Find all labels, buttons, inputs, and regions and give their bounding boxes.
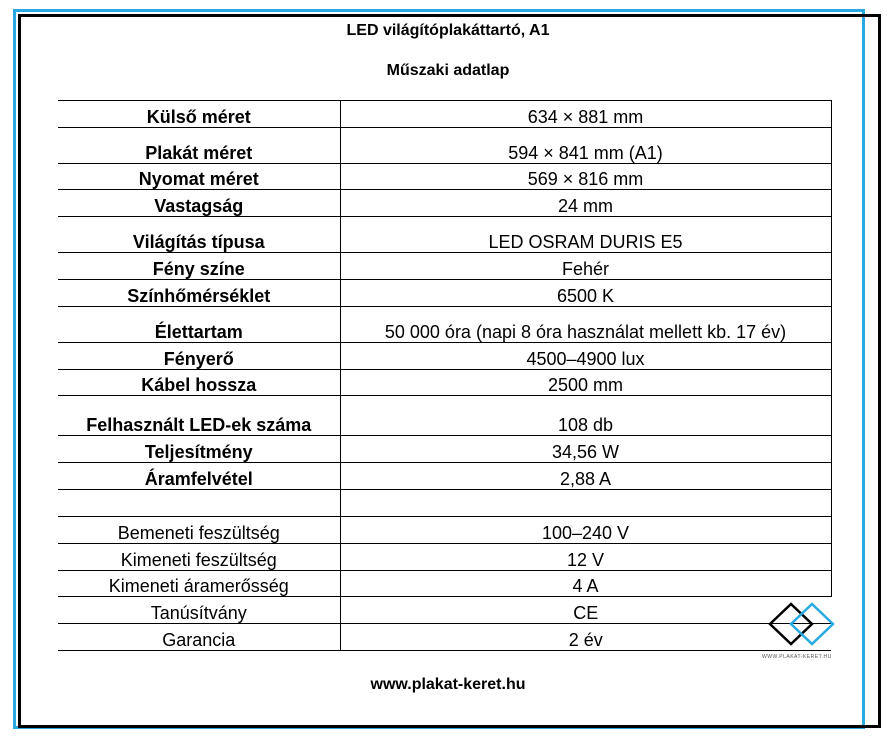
row-label: Teljesítmény [58,436,340,463]
table-row [58,280,831,307]
row-label: Kimeneti feszültség [58,544,340,571]
row-label: Plakát méret [58,128,340,164]
table-row [58,396,831,436]
row-label [58,490,340,517]
row-label: Áramfelvétel [58,463,340,490]
row-label: Élettartam [58,307,340,343]
document-subtitle: Műszaki adatlap [386,62,510,79]
plakat-keret-logo [764,598,844,662]
table-row [58,128,831,164]
row-value: 100–240 V [340,517,831,544]
row-label: Felhasznált LED-ek száma [58,396,340,436]
row-value: Fehér [340,253,831,280]
row-label: Kimeneti áramerősség [58,571,340,597]
table-row [58,436,831,463]
row-value: 2 év [340,624,831,651]
row-value: 12 V [340,544,831,571]
row-label: Külső méret [58,101,340,128]
table-row [58,190,831,217]
row-value: 2,88 A [340,463,831,490]
table-row [58,253,831,280]
row-label: Garancia [58,624,340,651]
row-value: CE [340,597,831,624]
table-row [58,164,831,190]
table-row [58,624,831,651]
table-row [58,307,831,343]
table-row [58,463,831,490]
row-value: 4 A [340,571,831,597]
row-value: 24 mm [340,190,831,217]
row-value: 2500 mm [340,370,831,396]
row-label: Kábel hossza [58,370,340,396]
row-label: Nyomat méret [58,164,340,190]
row-value: 4500–4900 lux [340,343,831,370]
table-row [58,343,831,370]
row-label: Fényerő [58,343,340,370]
row-value: LED OSRAM DURIS E5 [340,217,831,253]
row-label: Tanúsítvány [58,597,340,624]
row-value: 6500 K [340,280,831,307]
row-label: Színhőmérséklet [58,280,340,307]
row-label: Vastagság [58,190,340,217]
row-value [340,490,831,517]
row-value: 108 db [340,396,831,436]
table-row [58,101,831,128]
row-value: 50 000 óra (napi 8 óra használat mellett kb. 17 év) [340,307,831,343]
row-value: 594 × 841 mm (A1) [340,128,831,164]
table-row [58,571,831,597]
row-label: Bemeneti feszültség [58,517,340,544]
table-row [58,544,831,571]
footer-url[interactable]: www.plakat-keret.hu [370,676,526,693]
table-row [58,597,831,624]
table-row [58,490,831,517]
table-row [58,370,831,396]
row-value: 634 × 881 mm [340,101,831,128]
row-value: 34,56 W [340,436,831,463]
logo-caption: WWW.PLAKAT-KERET.HU [762,654,832,660]
row-value: 569 × 816 mm [340,164,831,190]
table-row [58,217,831,253]
spec-table [58,100,832,651]
document-title: LED világítóplakáttartó, A1 [346,22,550,39]
table-row [58,517,831,544]
row-label: Fény színe [58,253,340,280]
row-label: Világítás típusa [58,217,340,253]
